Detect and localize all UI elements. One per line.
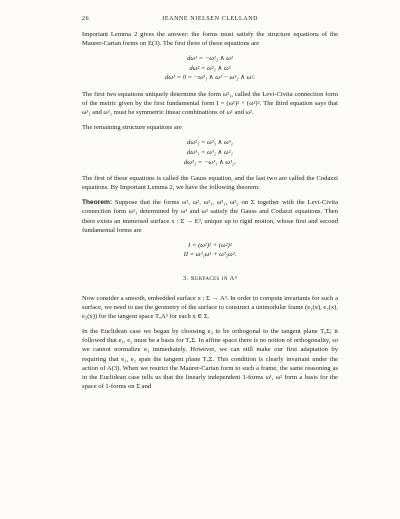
theorem: [82, 198, 338, 234]
equation-line: II = ω³₁ω¹ + ω³₂ω².: [183, 251, 237, 259]
section-heading: [82, 274, 338, 283]
section-number: 3.: [182, 274, 189, 282]
paragraph-intro: Important Lemma 2 gives the answer: the forms must satisfy the structure equations of the Maurer-Cartan forms on E(3). The first three of these equations are: [82, 31, 338, 48]
equation-line: dω³₂ = −ω³₁ ∧ ω¹₂.: [183, 158, 237, 166]
page-header: [82, 16, 338, 22]
section-title: Surfaces in A³: [190, 274, 238, 282]
equation-block-fundamental-forms: [82, 241, 338, 260]
equation-line: dω¹ = −ω¹₂ ∧ ω²: [187, 55, 233, 63]
paragraph-levi-civita: The first two equations uniquely determine the form ω²₁, called the Levi-Civita connection form of the metric given by the first fundamental form I = (ω¹)² + (ω²)². The third equation says that ω³₁ and ω³₂ must be symmetric linear combinations of ω¹ and ω².: [82, 90, 338, 117]
theorem-text: Suppose that the forms ω¹, ω², ω²₁, ω³₁, ω³₂ on Σ together with the Levi-Civita connection form ω²₁ determined by ω¹ and ω² satisfy the Gauss and Codazzi equations. Then there exists an immersed surface x : Σ → E³, unique up to rigid motion, whose first and second fundamental forms are: [82, 199, 338, 234]
paragraph-euclidean-case: In the Euclidean case we began by choosing e₃ to be orthogonal to the tangent plane TₓΣ; it followed that e₁, e₂ must be a basis for TₓΣ. In affine space there is no notion of orthogonality, so we cannot normalize e₃ immediately. However, we can still make our first adaptation by requiring that e₁, e₂ span the tangent plane TₓΣ. This condition is clearly invariant under the action of A(3). When we restrict the Maurer-Cartan form to such a frame, the same reasoning as in the Euclidean case tells us that the linearly independent 1-forms ω¹, ω² form a basis for the space of 1-forms on Σ and: [82, 328, 338, 390]
running-head: JEANNE NIELSEN CLELLAND: [161, 16, 259, 22]
paragraph-remaining: The remaining structure equations are: [82, 124, 182, 132]
paragraph-affine-surface: Now consider a smooth, embedded surface x : Σ → A³. In order to compute invariants for such a surface, we need to use the geometry of the surface to construct a unimodular frame (e₁(x), e₂(x), e₃(x)) for the tangent space TₓA³ for each x ∈ Σ.: [82, 294, 338, 321]
equation-line: dω³ = 0 = −ω³₁ ∧ ω¹ − ω³₂ ∧ ω².: [165, 74, 255, 82]
equation-line: dω² = ω²₁ ∧ ω¹: [189, 64, 231, 72]
equation-line: I = (ω¹)² + (ω²)²: [188, 241, 232, 249]
equation-block-structure: [82, 54, 338, 83]
equation-line: dω³₁ = ω³₂ ∧ ω²₁: [187, 148, 233, 156]
equation-line: dω²₁ = ω²₃ ∧ ω³₁: [187, 139, 233, 147]
page-body: [82, 30, 338, 397]
theorem-label: Theorem:: [82, 199, 113, 207]
page-number: 26: [82, 16, 90, 22]
equation-block-remaining: [82, 138, 338, 167]
paragraph-gauss-codazzi: The first of these equations is called the Gauss equation, and the last two are called the Codazzi equations. By Important Lemma 2, we have the following theorem:: [82, 175, 338, 192]
